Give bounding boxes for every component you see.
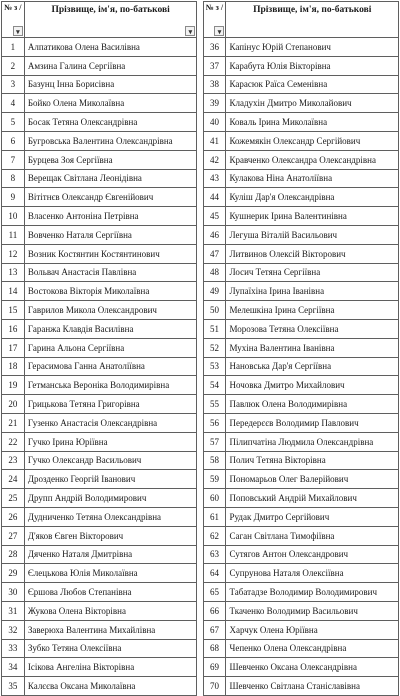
row-name-left: Бурцева Зоя Сергіївна — [24, 150, 197, 169]
row-name-right: Кожемякін Олександр Сергійович — [226, 131, 399, 150]
row-name-right: Пономарьов Олег Валерійович — [226, 470, 399, 489]
row-name-left: Заверюха Валентина Михайлівна — [24, 620, 197, 639]
row-number-right: 49 — [203, 282, 226, 301]
row-number-right: 59 — [203, 470, 226, 489]
header-name-right — [226, 2, 399, 38]
row-number-left: 8 — [2, 169, 25, 188]
header-number-label: № з / — [205, 3, 224, 12]
table-row — [2, 545, 399, 564]
row-name-right: Морозова Тетяна Олексіївна — [226, 319, 399, 338]
row-number-right: 64 — [203, 564, 226, 583]
header-number-right — [203, 2, 226, 38]
table-row — [2, 507, 399, 526]
row-name-left: Гарина Альона Сергіївна — [24, 338, 197, 357]
row-name-right: Лупаїхіна Ірина Іванівна — [226, 282, 399, 301]
table-row — [2, 282, 399, 301]
row-number-left: 35 — [2, 677, 25, 696]
table-row — [2, 526, 399, 545]
row-number-left: 9 — [2, 188, 25, 207]
row-number-right: 60 — [203, 489, 226, 508]
row-name-right: Капінус Юрій Степанович — [226, 38, 399, 57]
row-name-left: Востокова Вікторія Миколаївна — [24, 282, 197, 301]
row-name-right: Сутягов Антон Олександрович — [226, 545, 399, 564]
row-name-right: Табатадзе Володимир Володимирович — [226, 583, 399, 602]
row-number-left: 11 — [2, 225, 25, 244]
row-number-right: 37 — [203, 56, 226, 75]
row-name-left: Зубко Тетяна Олексіївна — [24, 639, 197, 658]
row-name-left: Гаранжа Клавдія Василівна — [24, 319, 197, 338]
row-name-right: Павлюк Олена Володимирівна — [226, 395, 399, 414]
table-row — [2, 451, 399, 470]
row-number-left: 25 — [2, 489, 25, 508]
row-number-right: 48 — [203, 263, 226, 282]
row-name-left: Базунц Інна Борисівна — [24, 75, 197, 94]
table-row — [2, 564, 399, 583]
row-name-right: Чепенко Олена Олександрівна — [226, 639, 399, 658]
row-name-right: Пілипчатіна Людмила Олександрівна — [226, 432, 399, 451]
row-number-left: 12 — [2, 244, 25, 263]
row-number-left: 10 — [2, 207, 25, 226]
row-number-right: 47 — [203, 244, 226, 263]
table-row — [2, 470, 399, 489]
row-number-right: 42 — [203, 150, 226, 169]
row-number-right: 46 — [203, 225, 226, 244]
row-name-right: Карасюк Раїса Семенівна — [226, 75, 399, 94]
row-name-right: Кулакова Ніна Анатоліївна — [226, 169, 399, 188]
row-number-right: 62 — [203, 526, 226, 545]
filter-dropdown-icon[interactable]: ▾ — [13, 26, 23, 36]
row-name-right: Мелешкіна Ірина Сергіївна — [226, 301, 399, 320]
row-name-right: Шевченко Світлана Станіславівна — [226, 677, 399, 696]
row-name-left: Жукова Олена Вікторівна — [24, 601, 197, 620]
table-row — [2, 677, 399, 696]
row-number-left: 30 — [2, 583, 25, 602]
row-name-left: Вольвач Анастасія Павлівна — [24, 263, 197, 282]
row-name-left: Дяченко Наталя Дмитрівна — [24, 545, 197, 564]
row-name-left: Алпатикова Олена Василівна — [24, 38, 197, 57]
header-name-label: Прізвище, ім'я, по-батькові — [253, 5, 372, 15]
names-table — [1, 1, 399, 696]
row-number-right: 39 — [203, 94, 226, 113]
row-number-left: 17 — [2, 338, 25, 357]
table-row — [2, 432, 399, 451]
row-number-right: 68 — [203, 639, 226, 658]
row-number-left: 20 — [2, 395, 25, 414]
row-name-left: Гучко Олександр Васильович — [24, 451, 197, 470]
row-name-right: Кладухін Дмитро Миколайович — [226, 94, 399, 113]
row-number-left: 34 — [2, 658, 25, 677]
table-row — [2, 244, 399, 263]
header-name-label: Прізвище, ім'я, по-батькові — [51, 5, 170, 15]
filter-dropdown-icon[interactable]: ▾ — [214, 26, 224, 36]
table-row — [2, 413, 399, 432]
row-number-left: 6 — [2, 131, 25, 150]
table-row — [2, 150, 399, 169]
row-number-left: 5 — [2, 113, 25, 132]
row-number-right: 38 — [203, 75, 226, 94]
row-number-left: 26 — [2, 507, 25, 526]
row-name-right: Саган Світлана Тимофіївна — [226, 526, 399, 545]
row-name-right: Легуша Віталій Васильович — [226, 225, 399, 244]
row-name-left: Возник Костянтин Костянтинович — [24, 244, 197, 263]
row-number-right: 58 — [203, 451, 226, 470]
row-number-right: 69 — [203, 658, 226, 677]
row-number-right: 40 — [203, 113, 226, 132]
row-name-left: Єлецькова Юлія Миколаївна — [24, 564, 197, 583]
row-name-right: Шевченко Оксана Олександрівна — [226, 658, 399, 677]
row-name-left: Дудниченко Тетяна Олександрівна — [24, 507, 197, 526]
table-row — [2, 75, 399, 94]
row-name-left: Гузенко Анастасія Олександрівна — [24, 413, 197, 432]
row-number-left: 7 — [2, 150, 25, 169]
row-number-left: 32 — [2, 620, 25, 639]
row-number-right: 36 — [203, 38, 226, 57]
row-name-right: Лосич Тетяна Сергіївна — [226, 263, 399, 282]
row-name-right: Харчук Олена Юріївна — [226, 620, 399, 639]
row-name-right: Рудак Дмитро Сергійович — [226, 507, 399, 526]
row-number-right: 63 — [203, 545, 226, 564]
row-name-right: Кравченко Олександра Олександрівна — [226, 150, 399, 169]
row-name-right: Куліш Дар'я Олександрівна — [226, 188, 399, 207]
row-number-right: 55 — [203, 395, 226, 414]
row-name-left: Гучко Ірина Юріївна — [24, 432, 197, 451]
row-name-right: Супрунова Наталя Олексіївна — [226, 564, 399, 583]
header-row — [2, 2, 399, 38]
table-row — [2, 301, 399, 320]
row-name-right: Карабута Юлія Вікторівна — [226, 56, 399, 75]
row-name-left: Бойко Олена Миколаївна — [24, 94, 197, 113]
row-name-left: Гаврилов Микола Олександрович — [24, 301, 197, 320]
row-number-left: 28 — [2, 545, 25, 564]
table-row — [2, 113, 399, 132]
row-number-right: 65 — [203, 583, 226, 602]
table-row — [2, 583, 399, 602]
row-number-left: 2 — [2, 56, 25, 75]
row-number-right: 52 — [203, 338, 226, 357]
table-row — [2, 357, 399, 376]
row-number-right: 44 — [203, 188, 226, 207]
row-number-left: 13 — [2, 263, 25, 282]
row-number-left: 19 — [2, 376, 25, 395]
table-row — [2, 207, 399, 226]
row-number-left: 18 — [2, 357, 25, 376]
row-number-right: 67 — [203, 620, 226, 639]
row-name-right: Коваль Ірина Миколаївна — [226, 113, 399, 132]
row-name-right: Нановська Дар'я Сергіївна — [226, 357, 399, 376]
table-row — [2, 395, 399, 414]
row-name-right: Ткаченко Володимир Васильович — [226, 601, 399, 620]
row-number-right: 50 — [203, 301, 226, 320]
table-row — [2, 338, 399, 357]
table-row — [2, 263, 399, 282]
row-number-right: 45 — [203, 207, 226, 226]
row-number-right: 41 — [203, 131, 226, 150]
row-number-right: 57 — [203, 432, 226, 451]
table-row — [2, 56, 399, 75]
row-number-right: 61 — [203, 507, 226, 526]
table-row — [2, 169, 399, 188]
row-name-left: Власенко Антоніна Петрівна — [24, 207, 197, 226]
header-number-label: № з / — [4, 3, 22, 12]
row-name-left: Босак Тетяна Олександрівна — [24, 113, 197, 132]
row-number-left: 3 — [2, 75, 25, 94]
row-number-right: 51 — [203, 319, 226, 338]
row-number-left: 4 — [2, 94, 25, 113]
table-row — [2, 376, 399, 395]
table-row — [2, 131, 399, 150]
row-name-left: Дрозденко Георгій Іванович — [24, 470, 197, 489]
row-name-left: Д'яков Євген Вікторович — [24, 526, 197, 545]
row-number-left: 15 — [2, 301, 25, 320]
row-number-left: 16 — [2, 319, 25, 338]
row-number-left: 24 — [2, 470, 25, 489]
row-name-right: Литвинов Олексій Вікторович — [226, 244, 399, 263]
row-name-left: Амзина Галина Сергіївна — [24, 56, 197, 75]
row-name-right: Поповський Андрій Михайлович — [226, 489, 399, 508]
table-row — [2, 489, 399, 508]
table-row — [2, 601, 399, 620]
row-number-left: 27 — [2, 526, 25, 545]
row-number-left: 23 — [2, 451, 25, 470]
row-name-left: Верещак Світлана Леонідівна — [24, 169, 197, 188]
table-row — [2, 620, 399, 639]
row-name-left: Ісікова Ангеліна Вікторівна — [24, 658, 197, 677]
row-name-left: Калєєва Оксана Миколаївна — [24, 677, 197, 696]
row-name-left: Вітітнєв Олександр Євгенійович — [24, 188, 197, 207]
row-name-right: Кушнерик Ірина Валентинівна — [226, 207, 399, 226]
row-number-left: 33 — [2, 639, 25, 658]
row-number-left: 14 — [2, 282, 25, 301]
table-row — [2, 188, 399, 207]
row-name-left: Бугровська Валентина Олександрівна — [24, 131, 197, 150]
row-number-left: 1 — [2, 38, 25, 57]
table-row — [2, 94, 399, 113]
row-name-left: Друпп Андрій Володимирович — [24, 489, 197, 508]
table-row — [2, 225, 399, 244]
filter-dropdown-icon[interactable]: ▾ — [185, 26, 195, 36]
table-row — [2, 319, 399, 338]
row-number-left: 22 — [2, 432, 25, 451]
row-name-left: Грицькова Тетяна Григорівна — [24, 395, 197, 414]
row-name-right: Полич Тетяна Вікторівна — [226, 451, 399, 470]
row-number-right: 53 — [203, 357, 226, 376]
row-name-right: Ночовка Дмитро Михайлович — [226, 376, 399, 395]
header-number-left — [2, 2, 25, 38]
row-name-left: Вовченко Наталя Сергіївна — [24, 225, 197, 244]
row-name-right: Мухіна Валентина Іванівна — [226, 338, 399, 357]
row-number-left: 31 — [2, 601, 25, 620]
row-number-right: 70 — [203, 677, 226, 696]
row-number-left: 21 — [2, 413, 25, 432]
row-number-right: 66 — [203, 601, 226, 620]
row-name-left: Герасимова Ганна Анатоліївна — [24, 357, 197, 376]
row-number-right: 43 — [203, 169, 226, 188]
table-row — [2, 639, 399, 658]
table-row — [2, 658, 399, 677]
row-number-right: 56 — [203, 413, 226, 432]
row-number-right: 54 — [203, 376, 226, 395]
row-name-left: Єршова Любов Степанівна — [24, 583, 197, 602]
row-name-left: Гетманська Вероніка Володимирівна — [24, 376, 197, 395]
row-number-left: 29 — [2, 564, 25, 583]
header-name-left — [24, 2, 197, 38]
table-row — [2, 38, 399, 57]
row-name-right: Передерєєв Володимир Павлович — [226, 413, 399, 432]
